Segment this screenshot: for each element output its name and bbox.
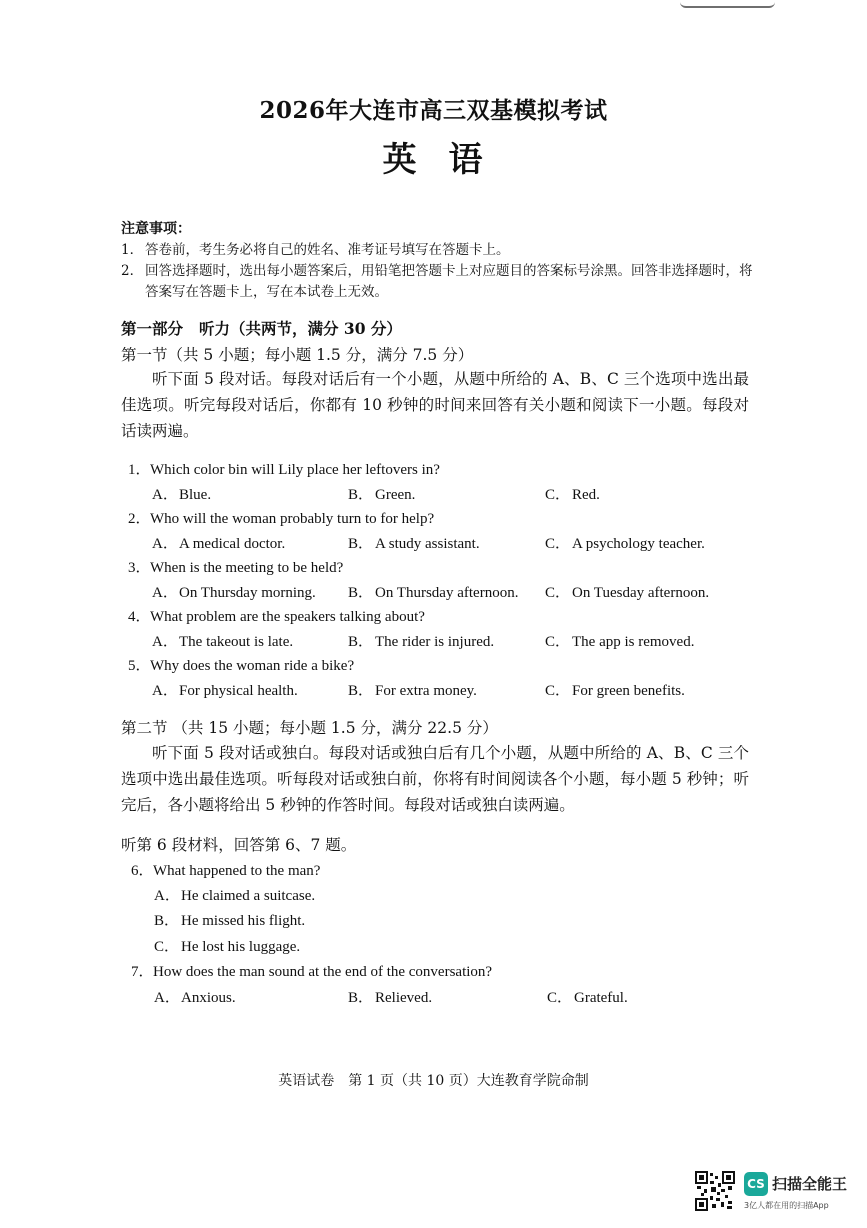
subject-title: 英语 xyxy=(382,140,515,180)
option-5c: C． For green benefits. xyxy=(545,683,685,699)
corner-mark xyxy=(680,0,775,8)
option-7b: B． Relieved. xyxy=(348,990,433,1006)
qr-code-icon xyxy=(695,1171,735,1211)
notes-block xyxy=(121,219,761,303)
question-5: 5．Why does the woman ride a bike? xyxy=(128,658,355,674)
camscanner-logo-icon: CS xyxy=(744,1172,768,1196)
question-3: 3．When is the meeting to be held? xyxy=(128,560,344,576)
question-2: 2．Who will the woman probably turn to for help? xyxy=(128,511,435,527)
note-item xyxy=(121,240,761,261)
part1-heading xyxy=(121,317,402,339)
option-1b: B． Green. xyxy=(348,487,416,503)
exam-title: 2026年大连市高三双基模拟考试 xyxy=(259,97,608,124)
section1-heading: 第一节（共 5 小题；每小题 1.5 分，满分 7.5 分） xyxy=(121,346,474,364)
option-2b: B． A study assistant. xyxy=(348,536,480,552)
section1-instructions: 听下面 5 段对话。每段对话后有一个小题，从题中所给的 A、B、C 三个选项中选出最佳选项。听完每段对话后，你都有 10 秒钟的时间来回答有关小题和阅读下一小题。每段对话读两遍。 xyxy=(121,370,749,440)
note-number: 2． xyxy=(121,263,144,279)
note-text: 答卷前，考生务必将自己的姓名、准考证号填写在答题卡上。 xyxy=(145,242,510,258)
option-3b: B． On Thursday afternoon. xyxy=(348,585,519,601)
option-1a: A．Blue. xyxy=(152,487,212,503)
option-5b: B． For extra money. xyxy=(348,683,477,699)
question-4: 4．What problem are the speakers talking about? xyxy=(128,609,425,625)
note-number: 1． xyxy=(121,242,144,258)
option-4a: A．The takeout is late. xyxy=(152,634,294,650)
option-3c: C． On Tuesday afternoon. xyxy=(545,585,710,601)
option-4c: C． The app is removed. xyxy=(545,634,695,650)
question-7: 7．How does the man sound at the end of the conversation? xyxy=(131,964,493,980)
option-3a: A．On Thursday morning. xyxy=(152,585,316,601)
option-7a: A．Anxious. xyxy=(154,990,236,1006)
option-5a: A．For physical health. xyxy=(152,683,298,699)
option-6c: C． He lost his luggage. xyxy=(154,939,301,955)
scanner-tagline: 3亿人都在用的扫描App xyxy=(744,1201,829,1210)
option-6b: B． He missed his flight. xyxy=(154,913,306,929)
note-text: 回答选择题时，选出每小题答案后，用铅笔把答题卡上对应题目的答案标号涂黑。回答非选择题时，将答案写在答题卡上，写在本试卷上无效。 xyxy=(145,263,753,300)
part1-label: 第一部分 xyxy=(121,319,184,338)
scanner-app-name: 扫描全能王 xyxy=(772,1175,848,1193)
option-4b: B． The rider is injured. xyxy=(348,634,495,650)
question-6: 6．What happened to the man? xyxy=(131,863,321,879)
option-2a: A．A medical doctor. xyxy=(152,536,286,552)
material-6-heading: 听第 6 段材料，回答第 6、7 题。 xyxy=(121,836,357,854)
option-6a: A．He claimed a suitcase. xyxy=(154,888,316,904)
notes-heading: 注意事项： xyxy=(121,221,191,237)
section2-instructions: 听下面 5 段对话或独白。每段对话或独白后有几个小题，从题中所给的 A、B、C 三个选项中选出最佳选项。听每段对话或独白前，你将有时间阅读各个小题，每小题 5 秒钟；听完后，各小题将给出 5 秒钟的作答时间。每段对话或独白读两遍。 xyxy=(121,744,749,814)
page-footer: 英语试卷 第 1 页（共 10 页）大连教育学院命制 xyxy=(278,1073,589,1089)
option-2c: C． A psychology teacher. xyxy=(545,536,705,552)
section2-heading: 第二节 （共 15 小题；每小题 1.5 分，满分 22.5 分） xyxy=(121,719,498,737)
option-7c: C． Grateful. xyxy=(547,990,628,1006)
part1-title: 听力（共两节，满分 30 分） xyxy=(199,319,402,338)
note-item xyxy=(121,261,761,303)
question-1: 1．Which color bin will Lily place her leftovers in? xyxy=(128,462,440,478)
option-1c: C． Red. xyxy=(545,487,600,503)
